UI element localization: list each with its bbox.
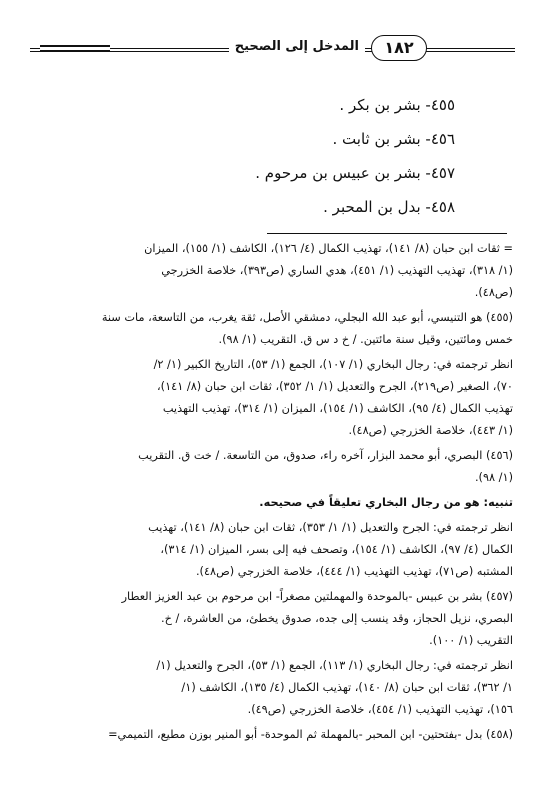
footnote-line: (١/ ٤٤٣)، خلاصة الخزرجي (ص٤٨). bbox=[348, 424, 513, 437]
page-number: ١٨٢ bbox=[371, 35, 427, 61]
footnote-line: انظر ترجمته في: رجال البخاري (١/ ١١٣)، الجمع (١/ ٥٣)، الجرح والتعديل (١/ bbox=[156, 659, 513, 672]
footnote-line: (١/ ٣١٨)، تهذيب التهذيب (١/ ٤٥١)، هدي الساري (ص٣٩٣)، خلاصة الخزرجي bbox=[161, 264, 513, 277]
footnote-line: انظر ترجمته في: الجرح والتعديل (١/ ١/ ٣٥٣)، ثقات ابن حبان (٨/ ١٤١)، تهذيب bbox=[148, 521, 513, 534]
footnote-line: التقريب (١/ ١٠٠). bbox=[429, 634, 513, 647]
footnote-line: (٤٥٨) بدل -بفتحتين- ابن المحبر -بالمهملة ثم الموحدة- أبو المنير بوزن مطيع، التميمي= bbox=[108, 728, 513, 741]
footnote-line: = ثقات ابن حبان (٨/ ١٤١)، تهذيب الكمال (٤/ ١٢٦)، الكاشف (١/ ١٥٥)، الميزان bbox=[144, 242, 513, 255]
footnote-line: (٤٥٧) بشر بن عبيس -بالموحدة والمهملتين مصغراً- ابن مرحوم بن عبد العزيز العطار bbox=[121, 590, 513, 603]
footnote-divider bbox=[267, 233, 507, 234]
footnote-456 bbox=[20, 445, 513, 489]
footnote-455 bbox=[20, 307, 513, 351]
footnote-line: البصري، نزيل الحجاز، وقد ينسب إلى جده، صدوق يخطئ، من العاشرة، / خ. bbox=[161, 612, 513, 625]
footnote-456-note bbox=[20, 492, 513, 514]
footnote-line: تهذيب الكمال (٤/ ٩٥)، الكاشف (١/ ١٥٤)، الميزان (١/ ٣١٤)، تهذيب التهذيب bbox=[162, 402, 513, 415]
footnotes bbox=[20, 238, 513, 749]
entry-456: ٤٥٦- بشر بن ثابت . bbox=[332, 130, 455, 148]
footnote-457-sources bbox=[20, 655, 513, 721]
entry-457: ٤٥٧- بشر بن عبيس بن مرحوم . bbox=[255, 164, 455, 182]
footnote-line: (١/ ٩٨). bbox=[474, 471, 513, 484]
footnote-line: (ص٤٨). bbox=[474, 286, 513, 299]
footnote-line: الكمال (٤/ ٩٧)، الكاشف (١/ ١٥٤)، وتصحف فيه إلى بسر، الميزان (١/ ٣١٤)، bbox=[160, 543, 513, 556]
footnote-457 bbox=[20, 586, 513, 652]
footnote-continuation bbox=[20, 238, 513, 304]
entry-list bbox=[75, 88, 455, 224]
header-ornament bbox=[40, 42, 110, 56]
footnote-line: (٤٥٦) البصري، أبو محمد البزار، آخره راء، صدوق، من التاسعة. / خت ق. التقريب bbox=[138, 449, 513, 462]
running-title: المدخل إلى الصحيح bbox=[229, 36, 365, 58]
page-header bbox=[30, 32, 515, 62]
footnote-455-sources bbox=[20, 354, 513, 442]
footnote-line: المشتبه (ص٧١)، تهذيب التهذيب (١/ ٤٤٤)، خلاصة الخزرجي (ص٤٨). bbox=[195, 565, 513, 578]
footnote-line: (٤٥٥) هو التنيسي، أبو عبد الله البجلي، دمشقي الأصل، ثقة يغرب، من التاسعة، مات سنة bbox=[101, 311, 513, 324]
entry-458: ٤٥٨- بدل بن المحبر . bbox=[323, 198, 455, 216]
entry-455: ٤٥٥- بشر بن بكر . bbox=[339, 96, 455, 114]
footnote-458 bbox=[20, 724, 513, 746]
footnote-line: ٧٠)، الصغير (ص٢١٩)، الجرح والتعديل (١/ ١/ ٣٥٢)، ثقات ابن حبان (٨/ ١٤١)، bbox=[157, 380, 513, 393]
footnote-line: انظر ترجمته في: رجال البخاري (١/ ١٠٧)، الجمع (١/ ٥٣)، التاريخ الكبير (١/ ٢/ bbox=[153, 358, 513, 371]
footnote-line: خمس ومائتين، وقيل سنة مائتين. / خ د س ق. التقريب (١/ ٩٨). bbox=[218, 333, 513, 346]
footnote-line: ١/ ٣٦٢)، ثقات ابن حبان (٨/ ١٤٠)، تهذيب الكمال (٤/ ١٣٥)، الكاشف (١/ bbox=[181, 681, 513, 694]
footnote-line: تنبيه: هو من رجال البخاري تعليقاً في صحيحه. bbox=[259, 496, 513, 509]
footnote-line: ١٥٦)، تهذيب التهذيب (١/ ٤٥٤)، خلاصة الخزرجي (ص٤٩). bbox=[247, 703, 513, 716]
footnote-456-sources bbox=[20, 517, 513, 583]
